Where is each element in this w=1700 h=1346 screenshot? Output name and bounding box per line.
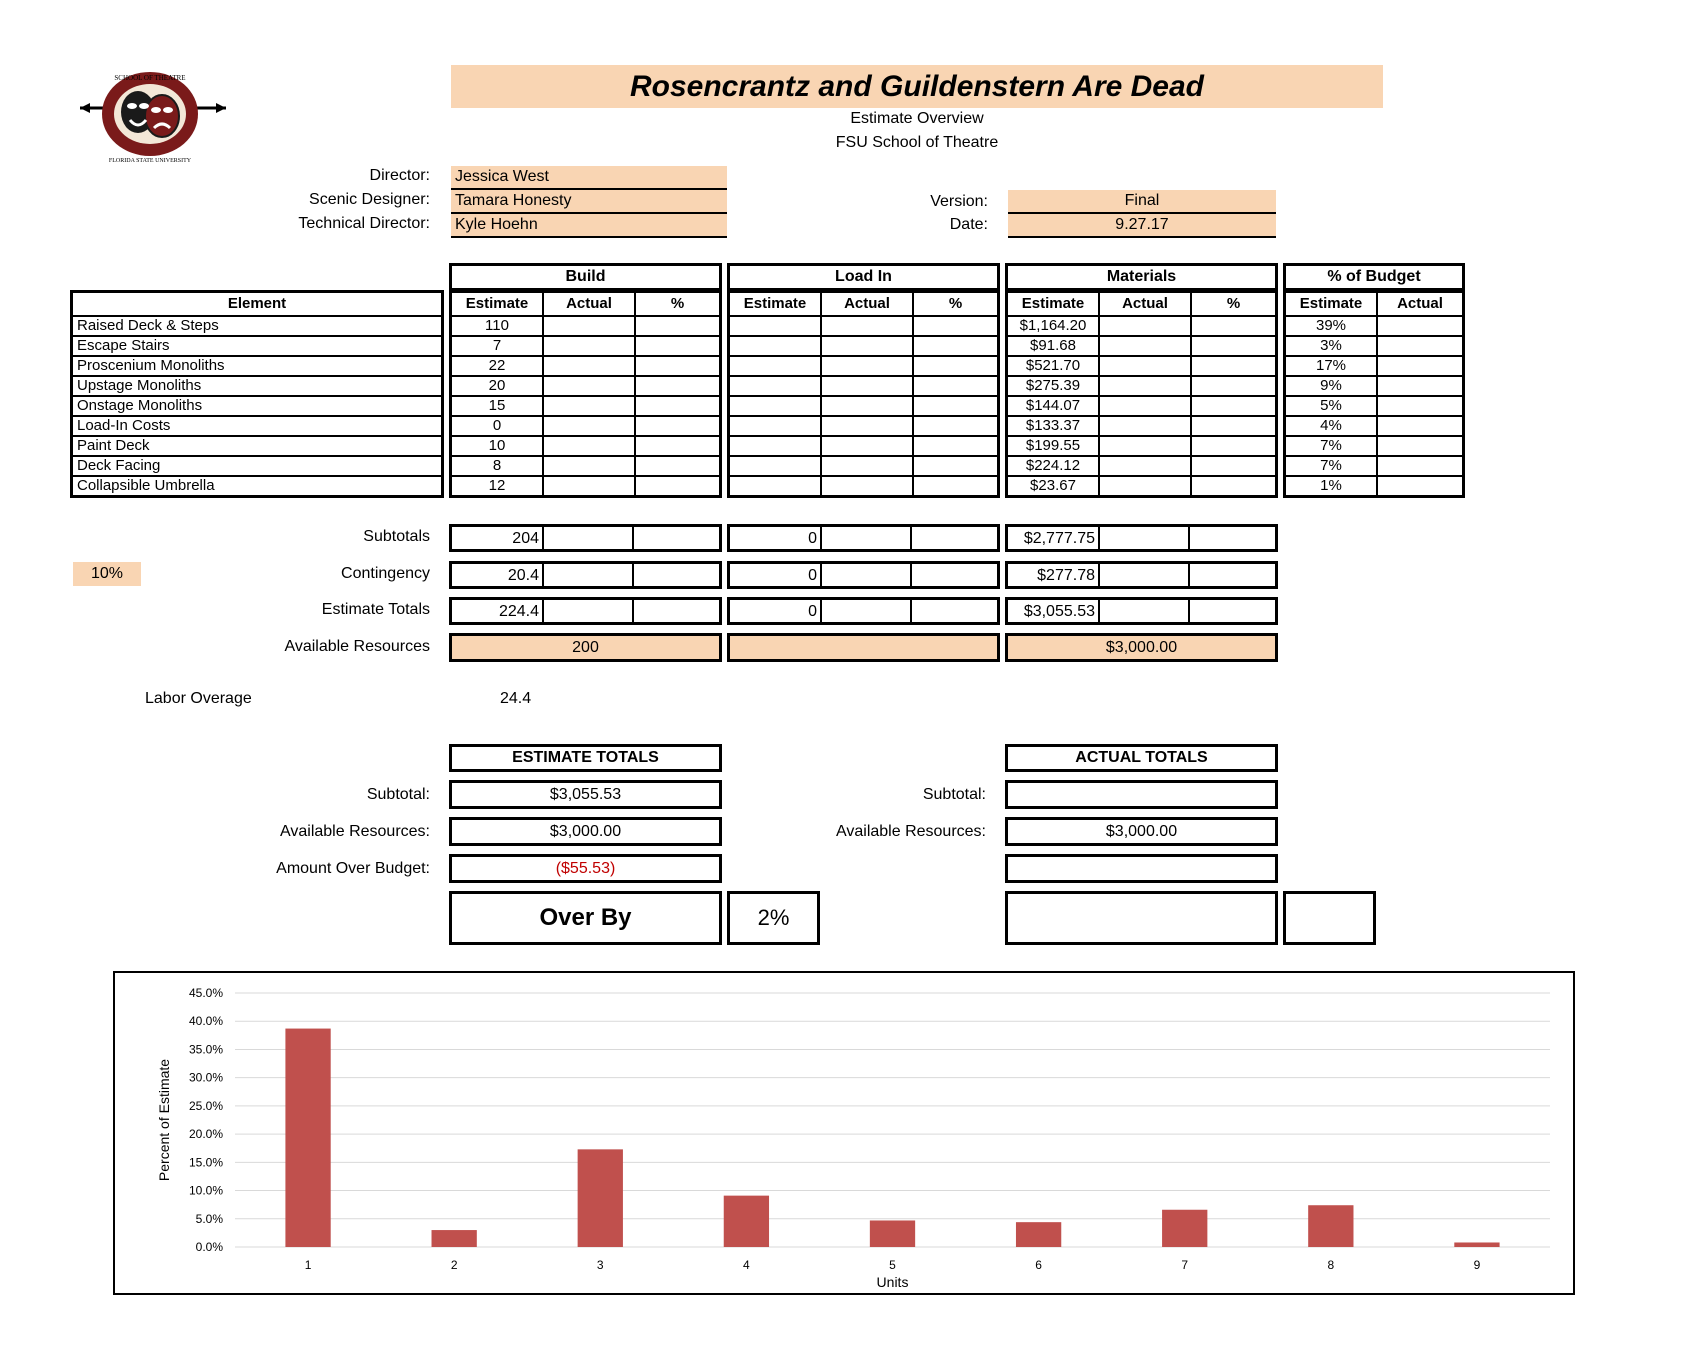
build-contingency-row	[449, 561, 722, 589]
pct-budget-estimate-cell: 1%	[1285, 476, 1378, 497]
loadin-subtotal-pct	[912, 527, 997, 549]
loadin-row	[729, 396, 999, 416]
est-over-label: Amount Over Budget:	[276, 860, 430, 877]
loadin-pct-cell	[913, 476, 999, 497]
loadin-pct-cell	[913, 376, 999, 396]
pct-budget-row	[1285, 416, 1464, 436]
bar-7	[1162, 1210, 1207, 1247]
materials-estimate-cell[interactable]: $91.68	[1007, 336, 1100, 356]
element-name: Deck Facing	[72, 456, 443, 476]
act-subtotal-value	[1005, 780, 1278, 809]
materials-subtotal-pct	[1190, 527, 1275, 549]
build-pct-cell	[635, 456, 721, 476]
subtitle-school: FSU School of Theatre	[835, 134, 999, 151]
build-row	[451, 456, 721, 476]
pct-budget-row	[1285, 356, 1464, 376]
build-pct-cell	[635, 336, 721, 356]
loadin-row	[729, 416, 999, 436]
y-tick-label: 30.0%	[188, 1070, 223, 1085]
element-row	[72, 396, 443, 416]
x-tick-label: 4	[743, 1258, 750, 1272]
build-row	[451, 476, 721, 497]
build-row	[451, 356, 721, 376]
build-row	[451, 376, 721, 396]
load-in-table	[727, 290, 1000, 498]
loadin-actual-cell[interactable]	[821, 356, 913, 376]
loadin-pct-cell	[913, 336, 999, 356]
loadin-subtotal: 0	[730, 527, 822, 549]
materials-actual-cell[interactable]	[1099, 356, 1191, 376]
materials-pct-cell	[1191, 476, 1277, 497]
build-pct-cell	[635, 476, 721, 497]
loadin-estimate-header: Estimate	[729, 292, 822, 317]
loadin-estimate-cell[interactable]	[729, 416, 822, 436]
materials-actual-cell[interactable]	[1099, 436, 1191, 456]
materials-header: Materials	[1005, 263, 1278, 291]
y-tick-label: 5.0%	[195, 1211, 223, 1226]
element-name: Escape Stairs	[72, 336, 443, 356]
element-name: Onstage Monoliths	[72, 396, 443, 416]
materials-pct-cell	[1191, 376, 1277, 396]
build-pct-cell	[635, 316, 721, 336]
y-tick-label: 20.0%	[188, 1127, 223, 1142]
materials-contingency-pct	[1190, 564, 1275, 586]
est-available-label: Available Resources:	[279, 823, 430, 840]
build-actual-cell[interactable]	[543, 336, 635, 356]
build-actual-cell[interactable]	[543, 356, 635, 376]
materials-actual-cell[interactable]	[1099, 476, 1191, 497]
materials-estimate-cell[interactable]: $521.70	[1007, 356, 1100, 376]
loadin-row	[729, 456, 999, 476]
y-tick-label: 10.0%	[188, 1183, 223, 1198]
pct-budget-estimate-cell: 17%	[1285, 356, 1378, 376]
build-estimate-cell[interactable]: 15	[451, 396, 544, 416]
act-available-label: Available Resources:	[835, 823, 986, 840]
over-by-pct: 2%	[727, 891, 820, 945]
loadin-contingency: 0	[730, 564, 822, 586]
loadin-pct-cell	[913, 416, 999, 436]
x-tick-label: 2	[450, 1258, 458, 1272]
loadin-pct-cell	[913, 456, 999, 476]
build-contingency-pct	[634, 564, 719, 586]
build-estimate-cell[interactable]: 20	[451, 376, 544, 396]
materials-pct-header: %	[1191, 292, 1277, 317]
build-actual-cell[interactable]	[543, 316, 635, 336]
element-row	[72, 316, 443, 336]
materials-total-row	[1005, 597, 1278, 625]
logo-bottom-text: FLORIDA STATE UNIVERSITY	[108, 158, 192, 164]
loadin-row	[729, 376, 999, 396]
y-tick-label: 25.0%	[188, 1098, 223, 1113]
contingency-pct[interactable]: 10%	[73, 562, 141, 586]
pct-budget-row	[1285, 336, 1464, 356]
bar-2	[432, 1230, 477, 1247]
materials-row	[1007, 436, 1277, 456]
build-row	[451, 436, 721, 456]
pct-budget-estimate-cell: 39%	[1285, 316, 1378, 336]
loadin-estimate-cell[interactable]	[729, 316, 822, 336]
materials-estimate-cell[interactable]: $224.12	[1007, 456, 1100, 476]
loadin-estimate-cell[interactable]	[729, 436, 822, 456]
build-subtotal-pct	[634, 527, 719, 549]
loadin-estimate-cell[interactable]	[729, 396, 822, 416]
loadin-total-pct	[912, 600, 997, 622]
materials-actual-cell[interactable]	[1099, 456, 1191, 476]
loadin-actual-header: Actual	[821, 292, 913, 317]
loadin-estimate-cell[interactable]	[729, 376, 822, 396]
loadin-pct-cell	[913, 316, 999, 336]
bar-5	[870, 1220, 915, 1247]
y-tick-label: 40.0%	[188, 1014, 223, 1029]
bar-9	[1454, 1242, 1499, 1247]
materials-available[interactable]: $3,000.00	[1005, 633, 1278, 662]
element-name: Proscenium Monoliths	[72, 356, 443, 376]
materials-contingency: $277.78	[1008, 564, 1100, 586]
build-estimate-cell[interactable]: 7	[451, 336, 544, 356]
build-estimate-header: Estimate	[451, 292, 544, 317]
loadin-row	[729, 476, 999, 497]
y-axis-label: Percent of Estimate	[156, 1058, 172, 1182]
element-row	[72, 456, 443, 476]
build-total: 224.4	[452, 600, 544, 622]
x-tick-label: 1	[304, 1258, 312, 1272]
pct-budget-actual-cell	[1377, 376, 1464, 396]
bar-6	[1016, 1222, 1061, 1247]
build-header: Build	[449, 263, 722, 291]
over-by-label: Over By	[449, 891, 722, 945]
materials-pct-cell	[1191, 356, 1277, 376]
director-field[interactable]: Jessica West	[451, 166, 727, 190]
page-title-banner	[451, 65, 1383, 108]
materials-total-pct	[1190, 600, 1275, 622]
loadin-actual-cell[interactable]	[821, 416, 913, 436]
pct-budget-table	[1283, 290, 1465, 498]
materials-estimate-cell[interactable]: $1,164.20	[1007, 316, 1100, 336]
build-pct-cell	[635, 376, 721, 396]
build-contingency: 20.4	[452, 564, 544, 586]
loadin-actual-cell[interactable]	[821, 376, 913, 396]
materials-row	[1007, 416, 1277, 436]
build-actual-cell[interactable]	[543, 436, 635, 456]
pct-budget-actual-cell	[1377, 316, 1464, 336]
materials-estimate-cell[interactable]: $144.07	[1007, 396, 1100, 416]
build-row	[451, 336, 721, 356]
labor-overage-value: 24.4	[500, 690, 532, 707]
materials-contingency-row	[1005, 561, 1278, 589]
pct-budget-row	[1285, 436, 1464, 456]
materials-table	[1005, 290, 1278, 498]
act-over-by-box	[1005, 891, 1278, 945]
materials-actual-cell[interactable]	[1099, 416, 1191, 436]
designer-field[interactable]: Tamara Honesty	[451, 190, 727, 214]
chart-frame	[113, 971, 1575, 1295]
pct-budget-actual-cell	[1377, 476, 1464, 497]
materials-pct-cell	[1191, 416, 1277, 436]
loadin-pct-cell	[913, 356, 999, 376]
x-tick-label: 8	[1327, 1258, 1335, 1272]
materials-actual-cell[interactable]	[1099, 316, 1191, 336]
loadin-pct-header: %	[913, 292, 999, 317]
logo-top-text: SCHOOL OF THEATRE	[114, 74, 186, 82]
build-pct-cell	[635, 416, 721, 436]
est-available-value: $3,000.00	[449, 817, 722, 846]
element-name: Load-In Costs	[72, 416, 443, 436]
estimate-totals-label: Estimate Totals	[321, 601, 430, 618]
loadin-total-row	[727, 597, 1000, 625]
labor-overage-label: Labor Overage	[145, 690, 252, 707]
loadin-estimate-cell[interactable]	[729, 356, 822, 376]
loadin-actual-cell[interactable]	[821, 336, 913, 356]
materials-actual-cell[interactable]	[1099, 396, 1191, 416]
loadin-row	[729, 356, 999, 376]
bar-8	[1308, 1205, 1353, 1247]
build-estimate-cell[interactable]: 12	[451, 476, 544, 497]
element-col-header: Element	[72, 292, 443, 317]
build-contingency-actual	[544, 564, 634, 586]
element-table	[70, 290, 444, 498]
materials-estimate-cell[interactable]: $275.39	[1007, 376, 1100, 396]
td-label: Technical Director:	[298, 215, 430, 232]
element-row	[72, 336, 443, 356]
pct-budget-estimate-cell: 7%	[1285, 436, 1378, 456]
loadin-row	[729, 436, 999, 456]
build-estimate-cell[interactable]: 8	[451, 456, 544, 476]
build-actual-cell[interactable]	[543, 376, 635, 396]
build-pct-cell	[635, 356, 721, 376]
loadin-contingency-row	[727, 561, 1000, 589]
pct-budget-actual-cell	[1377, 336, 1464, 356]
loadin-row	[729, 336, 999, 356]
pct-budget-row	[1285, 316, 1464, 336]
materials-actual-cell[interactable]	[1099, 336, 1191, 356]
build-total-row	[449, 597, 722, 625]
designer-label: Scenic Designer:	[309, 191, 430, 208]
pct-budget-row	[1285, 456, 1464, 476]
build-pct-header: %	[635, 292, 721, 317]
x-tick-label: 6	[1035, 1258, 1042, 1272]
build-total-actual	[544, 600, 634, 622]
materials-subtotal: $2,777.75	[1008, 527, 1100, 549]
director-label: Director:	[369, 167, 430, 184]
pct-budget-estimate-cell: 9%	[1285, 376, 1378, 396]
element-name: Upstage Monoliths	[72, 376, 443, 396]
materials-estimate-header: Estimate	[1007, 292, 1100, 317]
build-estimate-cell[interactable]: 10	[451, 436, 544, 456]
loadin-subtotal-actual	[822, 527, 912, 549]
loadin-actual-cell[interactable]	[821, 436, 913, 456]
materials-pct-cell	[1191, 436, 1277, 456]
x-tick-label: 9	[1473, 1258, 1481, 1272]
build-subtotal-row	[449, 524, 722, 552]
materials-pct-cell	[1191, 396, 1277, 416]
build-estimate-cell[interactable]: 0	[451, 416, 544, 436]
loadin-actual-cell[interactable]	[821, 396, 913, 416]
est-subtotal-value: $3,055.53	[449, 780, 722, 809]
load-in-header: Load In	[727, 263, 1000, 291]
date-field[interactable]: 9.27.17	[1008, 214, 1276, 238]
element-name: Raised Deck & Steps	[72, 316, 443, 336]
pct-budget-estimate-cell: 4%	[1285, 416, 1378, 436]
build-estimate-cell[interactable]: 22	[451, 356, 544, 376]
build-actual-cell[interactable]	[543, 416, 635, 436]
page-title: Rosencrantz and Guildenstern Are Dead	[629, 70, 1204, 103]
pct-budget-actual-cell	[1377, 436, 1464, 456]
loadin-subtotal-row	[727, 524, 1000, 552]
bar-4	[724, 1196, 769, 1247]
element-name: Paint Deck	[72, 436, 443, 456]
materials-subtotal-row	[1005, 524, 1278, 552]
subtitle-estimate-overview: Estimate Overview	[850, 110, 984, 127]
bar-1	[285, 1029, 330, 1247]
build-actual-header: Actual	[543, 292, 635, 317]
materials-row	[1007, 376, 1277, 396]
act-over-by-pct-box	[1283, 891, 1376, 945]
materials-pct-cell	[1191, 336, 1277, 356]
y-tick-label: 15.0%	[188, 1155, 223, 1170]
act-over-value	[1005, 854, 1278, 883]
loadin-estimate-cell[interactable]	[729, 336, 822, 356]
loadin-actual-cell[interactable]	[821, 476, 913, 497]
pct-budget-estimate-cell: 3%	[1285, 336, 1378, 356]
loadin-estimate-cell[interactable]	[729, 456, 822, 476]
element-row	[72, 436, 443, 456]
y-tick-label: 0.0%	[195, 1240, 223, 1254]
actual-totals-header: ACTUAL TOTALS	[1005, 744, 1278, 772]
y-tick-label: 35.0%	[188, 1042, 223, 1057]
build-row	[451, 316, 721, 336]
build-actual-cell[interactable]	[543, 456, 635, 476]
materials-total: $3,055.53	[1008, 600, 1100, 622]
loadin-row	[729, 316, 999, 336]
materials-actual-header: Actual	[1099, 292, 1191, 317]
fsu-theatre-logo	[78, 66, 228, 166]
loadin-contingency-actual	[822, 564, 912, 586]
est-subtotal-label: Subtotal:	[366, 786, 430, 803]
element-row	[72, 376, 443, 396]
materials-contingency-actual	[1100, 564, 1190, 586]
pct-budget-header: % of Budget	[1283, 263, 1465, 291]
build-actual-cell[interactable]	[543, 396, 635, 416]
loadin-actual-cell[interactable]	[821, 456, 913, 476]
materials-actual-cell[interactable]	[1099, 376, 1191, 396]
act-available-value: $3,000.00	[1005, 817, 1278, 846]
element-row	[72, 476, 443, 497]
pct-budget-actual-cell	[1377, 416, 1464, 436]
y-tick-label: 45.0%	[188, 986, 223, 1000]
x-tick-label: 7	[1181, 1258, 1189, 1272]
materials-estimate-cell[interactable]: $23.67	[1007, 476, 1100, 497]
pct-budget-row	[1285, 376, 1464, 396]
build-subtotal-actual	[544, 527, 634, 549]
materials-pct-cell	[1191, 456, 1277, 476]
materials-subtotal-actual	[1100, 527, 1190, 549]
date-label: Date:	[949, 216, 988, 233]
loadin-actual-cell[interactable]	[821, 316, 913, 336]
build-row	[451, 416, 721, 436]
build-actual-cell[interactable]	[543, 476, 635, 497]
version-label: Version:	[930, 193, 988, 210]
est-over-value: ($55.53)	[449, 854, 722, 883]
theatre-masks-icon	[78, 66, 228, 166]
element-name: Collapsible Umbrella	[72, 476, 443, 497]
build-row	[451, 396, 721, 416]
build-subtotal: 204	[452, 527, 544, 549]
loadin-estimate-cell[interactable]	[729, 476, 822, 497]
loadin-pct-cell	[913, 436, 999, 456]
pct-budget-actual-cell	[1377, 396, 1464, 416]
pctb-estimate-header: Estimate	[1285, 292, 1378, 317]
available-resources-label: Available Resources	[284, 638, 430, 655]
td-field[interactable]: Kyle Hoehn	[451, 214, 727, 238]
materials-estimate-cell[interactable]: $199.55	[1007, 436, 1100, 456]
contingency-label: Contingency	[341, 565, 430, 582]
bar-3	[578, 1149, 623, 1247]
element-row	[72, 416, 443, 436]
pct-budget-actual-cell	[1377, 356, 1464, 376]
estimate-bar-chart	[115, 973, 1573, 1293]
pct-budget-estimate-cell: 7%	[1285, 456, 1378, 476]
build-table	[449, 290, 722, 498]
build-estimate-cell[interactable]: 110	[451, 316, 544, 336]
x-axis-label: Units	[876, 1274, 909, 1290]
pct-budget-actual-cell	[1377, 456, 1464, 476]
loadin-available[interactable]	[727, 633, 1000, 662]
subtotals-label: Subtotals	[363, 528, 430, 545]
loadin-pct-cell	[913, 396, 999, 416]
estimate-totals-header: ESTIMATE TOTALS	[449, 744, 722, 772]
materials-total-actual	[1100, 600, 1190, 622]
build-total-pct	[634, 600, 719, 622]
materials-row	[1007, 396, 1277, 416]
loadin-contingency-pct	[912, 564, 997, 586]
materials-pct-cell	[1191, 316, 1277, 336]
x-tick-label: 5	[889, 1258, 896, 1272]
build-pct-cell	[635, 396, 721, 416]
materials-row	[1007, 356, 1277, 376]
build-pct-cell	[635, 436, 721, 456]
pct-budget-row	[1285, 396, 1464, 416]
materials-row	[1007, 316, 1277, 336]
element-row	[72, 356, 443, 376]
pct-budget-row	[1285, 476, 1464, 497]
loadin-total: 0	[730, 600, 822, 622]
act-subtotal-label: Subtotal:	[922, 786, 986, 803]
version-field[interactable]: Final	[1008, 190, 1276, 214]
materials-row	[1007, 476, 1277, 497]
materials-estimate-cell[interactable]: $133.37	[1007, 416, 1100, 436]
build-available[interactable]: 200	[449, 633, 722, 662]
materials-row	[1007, 456, 1277, 476]
loadin-total-actual	[822, 600, 912, 622]
materials-row	[1007, 336, 1277, 356]
x-tick-label: 3	[596, 1258, 604, 1272]
pctb-actual-header: Actual	[1377, 292, 1464, 317]
pct-budget-estimate-cell: 5%	[1285, 396, 1378, 416]
